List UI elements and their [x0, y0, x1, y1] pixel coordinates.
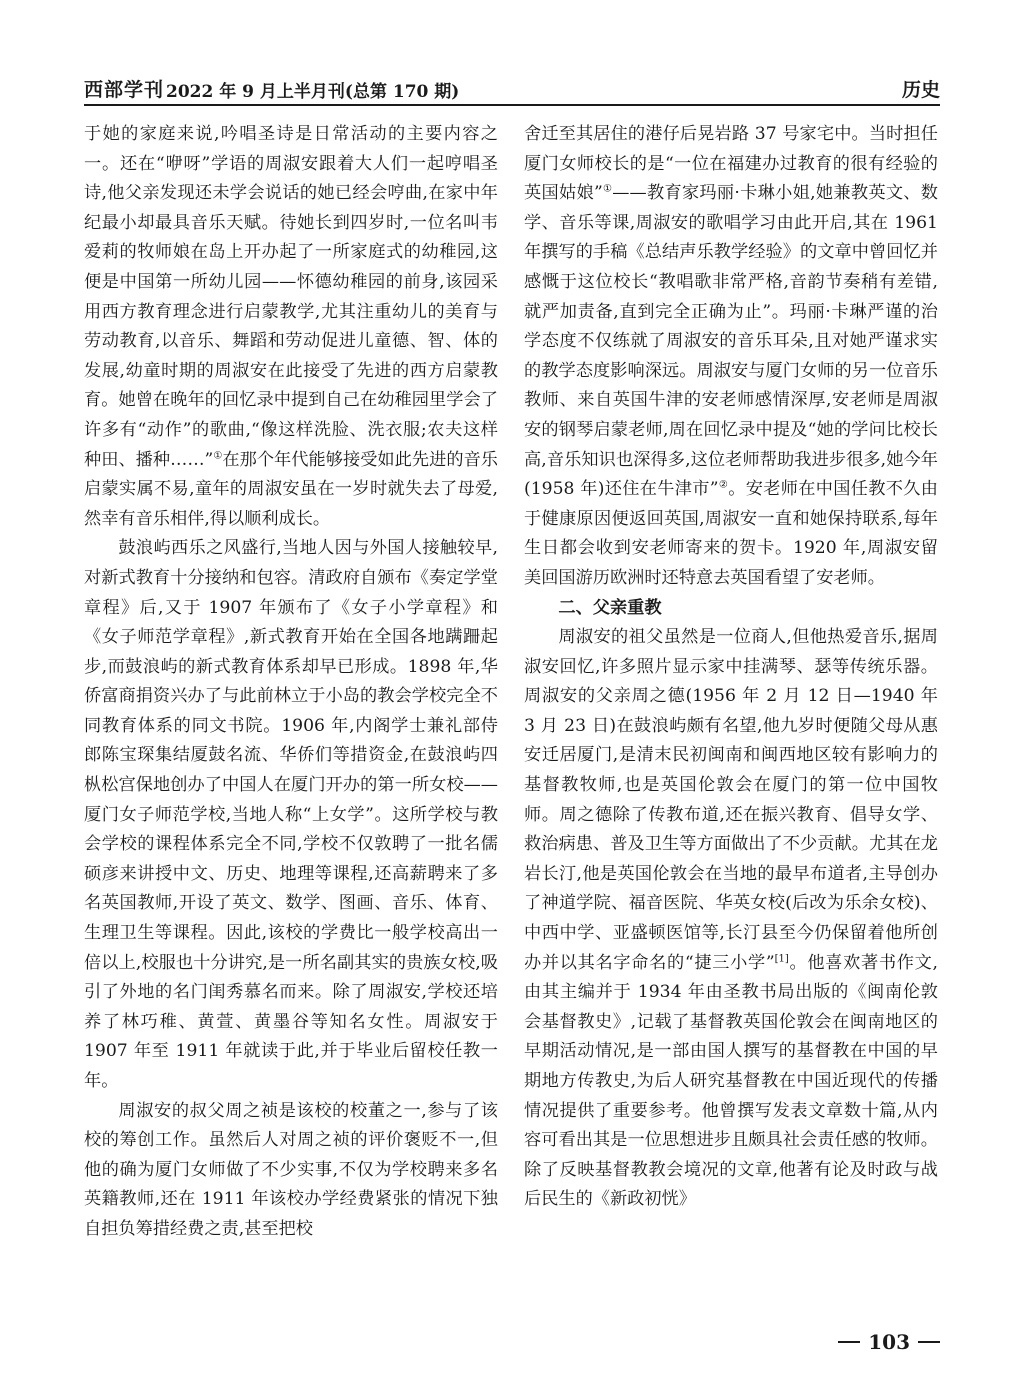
paragraph-text: 周淑安的祖父虽然是一位商人,但他热爱音乐,据周淑安回忆,许多照片显示家中挂满琴、瑟等传统乐器。周淑安的父亲周之德(1956 年 2 月 12 日—1940 年 3 月 23 日)在鼓浪屿颇有名望,他九岁时便随父母从惠安迁居厦门,是清末民初闽南和闽西地区较有影响力的基督教牧师,也是英国伦敦会在厦门的第一位中国牧师。周之德除了传教布道,还在振兴教育、倡导女学、救治病患、普及卫生等方面做出了不少贡献。尤其在龙岩长汀,他是英国伦敦会在当地的最早布道者,主导创办了神道学院、福音医院、华英女校(后改为乐余女校)、中西中学、亚盛顿医馆等,长汀县至今仍保留着他所创办并以其名字命名的“捷三小学” — [524, 627, 938, 973]
footer-dash — [918, 1341, 940, 1343]
page-footer — [838, 1330, 940, 1354]
footnote-marker: ① — [213, 449, 223, 461]
paragraph-text: 。安老师在中国任教不久由于健康原因便返回英国,周淑安一直和她保持联系,每年生日都会收到安老师寄来的贺卡。1920 年,周淑安留美回国游历欧洲时还特意去英国看望了安老师。 — [524, 479, 938, 588]
header-rule — [84, 104, 940, 106]
citation-marker: [1] — [774, 952, 789, 964]
header-journal-info — [84, 75, 459, 102]
section-heading: 二、父亲重教 — [558, 597, 662, 618]
footnote-marker: ① — [602, 183, 613, 195]
paragraph-text: 于她的家庭来说,吟唱圣诗是日常活动的主要内容之一。还在“咿呀”学语的周淑安跟着大人们一起哼唱圣诗,他父亲发现还未学会说话的她已经会哼曲,在家中年纪最小却最具音乐天赋。待她长到四岁时,一位名叫韦爱莉的牧师娘在岛上开办起了一所家庭式的幼稚园,这便是中国第一所幼儿园——怀德幼稚园的前身,该园采用西方教育理念进行启蒙教学,尤其注重幼儿的美育与劳动教育,以音乐、舞蹈和劳动促进儿童德、智、体的发展,幼童时期的周淑安在此接受了先进的西方启蒙教育。她曾在晚年的回忆录中提到自己在幼稚园里学会了许多有“动作”的歌曲,“像这样洗脸、洗衣服;农夫这样种田、播种……” — [84, 124, 498, 470]
issue-info: 2022 年 9 月上半月刊(总第 170 期) — [166, 82, 460, 102]
section-label: 历史 — [901, 79, 940, 101]
paragraph-text: 在那个年代能够接受如此先进的音乐启蒙实属不易,童年的周淑安虽在一岁时就失去了母爱,然幸有音乐相伴,得以顺利成长。 — [84, 449, 498, 529]
paragraph — [84, 120, 498, 534]
footnote-marker: ② — [718, 479, 729, 491]
right-column — [524, 120, 938, 1215]
paragraph — [524, 120, 938, 594]
paragraph-text: 。他喜欢著书作文,由其主编并于 1934 年由圣教书局出版的《闽南伦敦会基督教史》,记载了基督教英国伦敦会在闽南地区的早期活动情况,是一部由国人撰写的基督教在中国的早期地方传教史,为后人研究基督教在中国近现代的传播情况提供了重要参考。他曾撰写发表文章数十篇,从内容可看出其是一位思想进步且颇具社会责任感的牧师。除了反映基督教教会境况的文章,他著有论及时政与战后民生的《新政初恍》 — [524, 952, 938, 1210]
paragraph-text: ——教育家玛丽·卡琳小姐,她兼教英文、数学、音乐等课,周淑安的歌唱学习由此开启,其在 1961 年撰写的手稿《总结声乐教学经验》的文章中曾回忆并感慨于这位校长“教唱歌非常严格,音韵节奏稍有差错,就严加责备,直到完全正确为止”。玛丽·卡琳严谨的治学态度不仅练就了周淑安的音乐耳朵,且对她严谨求实的教学态度影响深远。周淑安与厦门女师的另一位音乐教师、来自英国牛津的安老师感情深厚,安老师是周淑安的钢琴启蒙老师,周在回忆录中提及“她的学问比校长高,音乐知识也深得多,这位老师帮助我进步很多,她今年(1958 年)还住在牛津市” — [524, 183, 938, 500]
footer-dash — [838, 1341, 860, 1343]
paragraph — [524, 623, 938, 1215]
paragraph: 周淑安的叔父周之祯是该校的校董之一,参与了该校的筹创工作。虽然后人对周之祯的评价褒贬不一,但他的确为厦门女师做了不少实事,不仅为学校聘来多名英籍教师,还在 1911 年该校办学经费紧张的情况下独自担负筹措经费之责,甚至把校 — [84, 1100, 498, 1239]
journal-logo: 西部学刊 — [84, 79, 165, 101]
page-number: 103 — [868, 1330, 910, 1354]
left-column — [84, 120, 498, 1245]
paragraph: 鼓浪屿西乐之风盛行,当地人因与外国人接触较早,对新式教育十分接纳和包容。清政府自颁布《奏定学堂章程》后,又于 1907 年颁布了《女子小学章程》和《女子师范学章程》,新式教育开始在全国各地蹒跚起步,而鼓浪屿的新式教育体系却早已形成。1898 年,华侨富商捐资兴办了与此前林立于小岛的教会学校完全不同教育体系的同文书院。1906 年,内阁学士兼礼部侍郎陈宝琛集结厦鼓名流、华侨们等措资金,在鼓浪屿四枞松宫保地创办了中国人在厦门开办的第一所女校——厦门女子师范学校,当地人称“上女学”。这所学校与教会学校的课程体系完全不同,学校不仅敦聘了一批名儒硕彦来讲授中文、历史、地理等课程,还高薪聘来了多名英国教师,开设了英文、数学、图画、音乐、体育、生理卫生等课程。因此,该校的学费比一般学校高出一倍以上,校服也十分讲究,是一所名副其实的贵族女校,吸引了外地的名门闺秀慕名而来。除了周淑安,学校还培养了林巧稚、黄萱、黄墨谷等知名女性。周淑安于 1907 年至 1911 年就读于此,并于毕业后留校任教一年。 — [84, 538, 498, 1091]
paragraph-text: 舍迁至其居住的港仔后晃岩路 37 号家宅中。当时担任厦门女师校长的是“一位在福建办过教育的很有经验的英国姑娘” — [524, 124, 938, 204]
running-header — [84, 72, 940, 102]
